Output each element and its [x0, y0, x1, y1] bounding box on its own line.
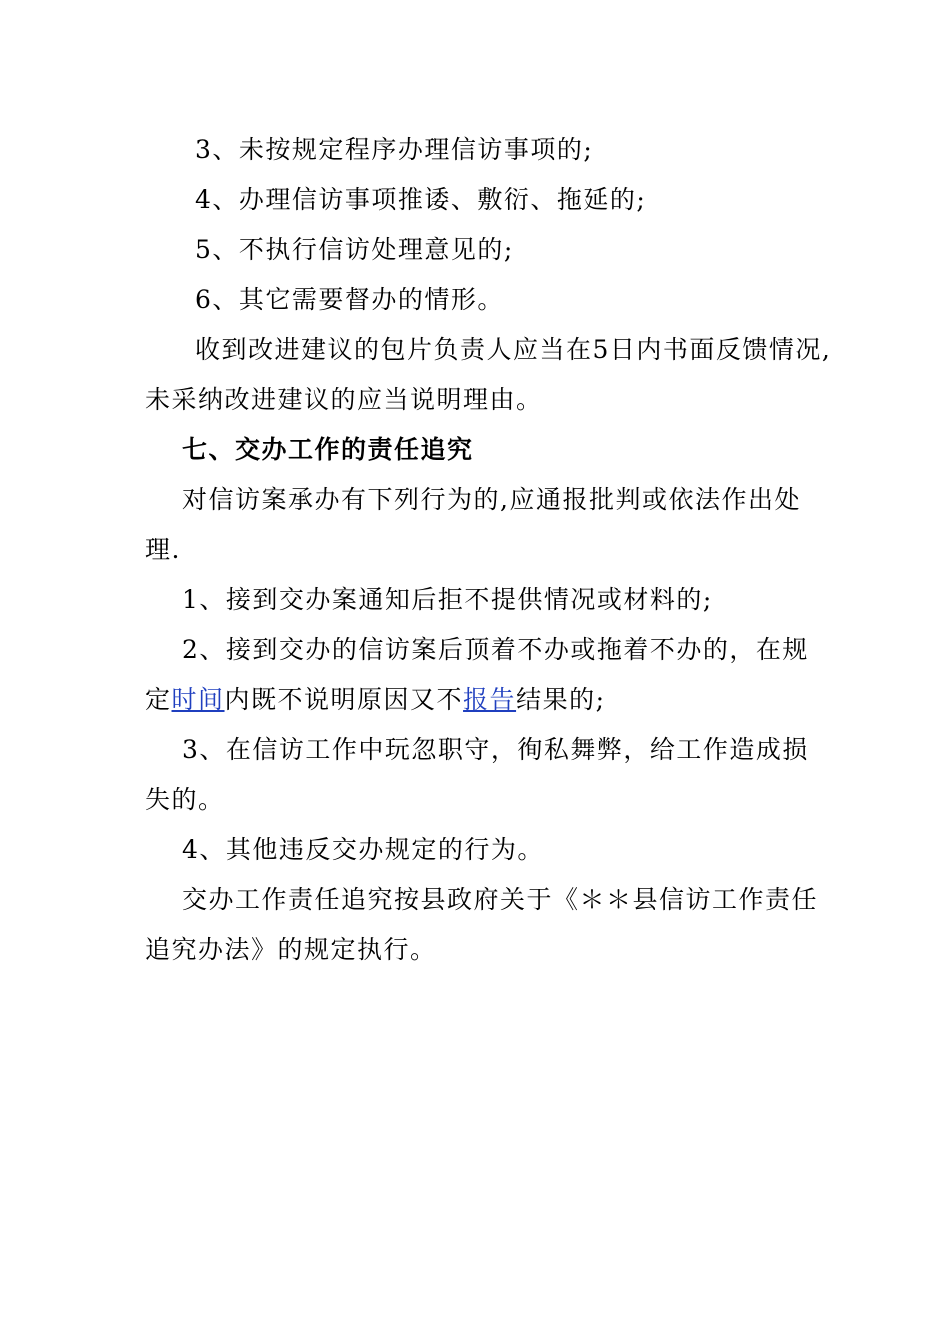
- link-time[interactable]: 时间: [171, 685, 225, 714]
- list-item-3b-line1: 3、在信访工作中玩忽职守，徇私舞弊，给工作造成损: [182, 735, 809, 764]
- list-item-3b-line2: 失的。: [145, 785, 225, 814]
- list-item-2-line2: [145, 685, 606, 715]
- section-heading: 七、交办工作的责任追究: [182, 435, 474, 464]
- paragraph-closing-line2: 追究办法》的规定执行。: [145, 935, 437, 964]
- paragraph-intro-line1: 对信访案承办有下列行为的,应通报批判或依法作出处: [182, 485, 801, 514]
- list-item-4: 4、办理信访事项推诿、敷衍、拖延的;: [195, 185, 647, 214]
- paragraph-feedback-line2: 未采纳改进建议的应当说明理由。: [145, 385, 543, 414]
- list-item-3: 3、未按规定程序办理信访事项的;: [195, 135, 594, 164]
- text-segment: 定: [145, 685, 172, 714]
- list-item-1: 1、接到交办案通知后拒不提供情况或材料的;: [182, 585, 713, 614]
- text-segment: 结果的;: [516, 685, 606, 714]
- paragraph-closing-line1: 交办工作责任追究按县政府关于《＊＊县信访工作责任: [182, 885, 819, 914]
- list-item-5: 5、不执行信访处理意见的;: [195, 235, 514, 264]
- list-item-2-line1: 2、接到交办的信访案后顶着不办或拖着不办的，在规: [182, 635, 809, 664]
- list-item-4b: 4、其他违反交办规定的行为。: [182, 835, 544, 864]
- paragraph-feedback-line1: 收到改进建议的包片负责人应当在5日内书面反馈情况,: [195, 335, 832, 364]
- text-segment: 内既不说明原因又不: [224, 685, 464, 714]
- link-report[interactable]: 报告: [463, 685, 517, 714]
- paragraph-intro-line2: 理.: [145, 535, 181, 564]
- list-item-6: 6、其它需要督办的情形。: [195, 285, 504, 314]
